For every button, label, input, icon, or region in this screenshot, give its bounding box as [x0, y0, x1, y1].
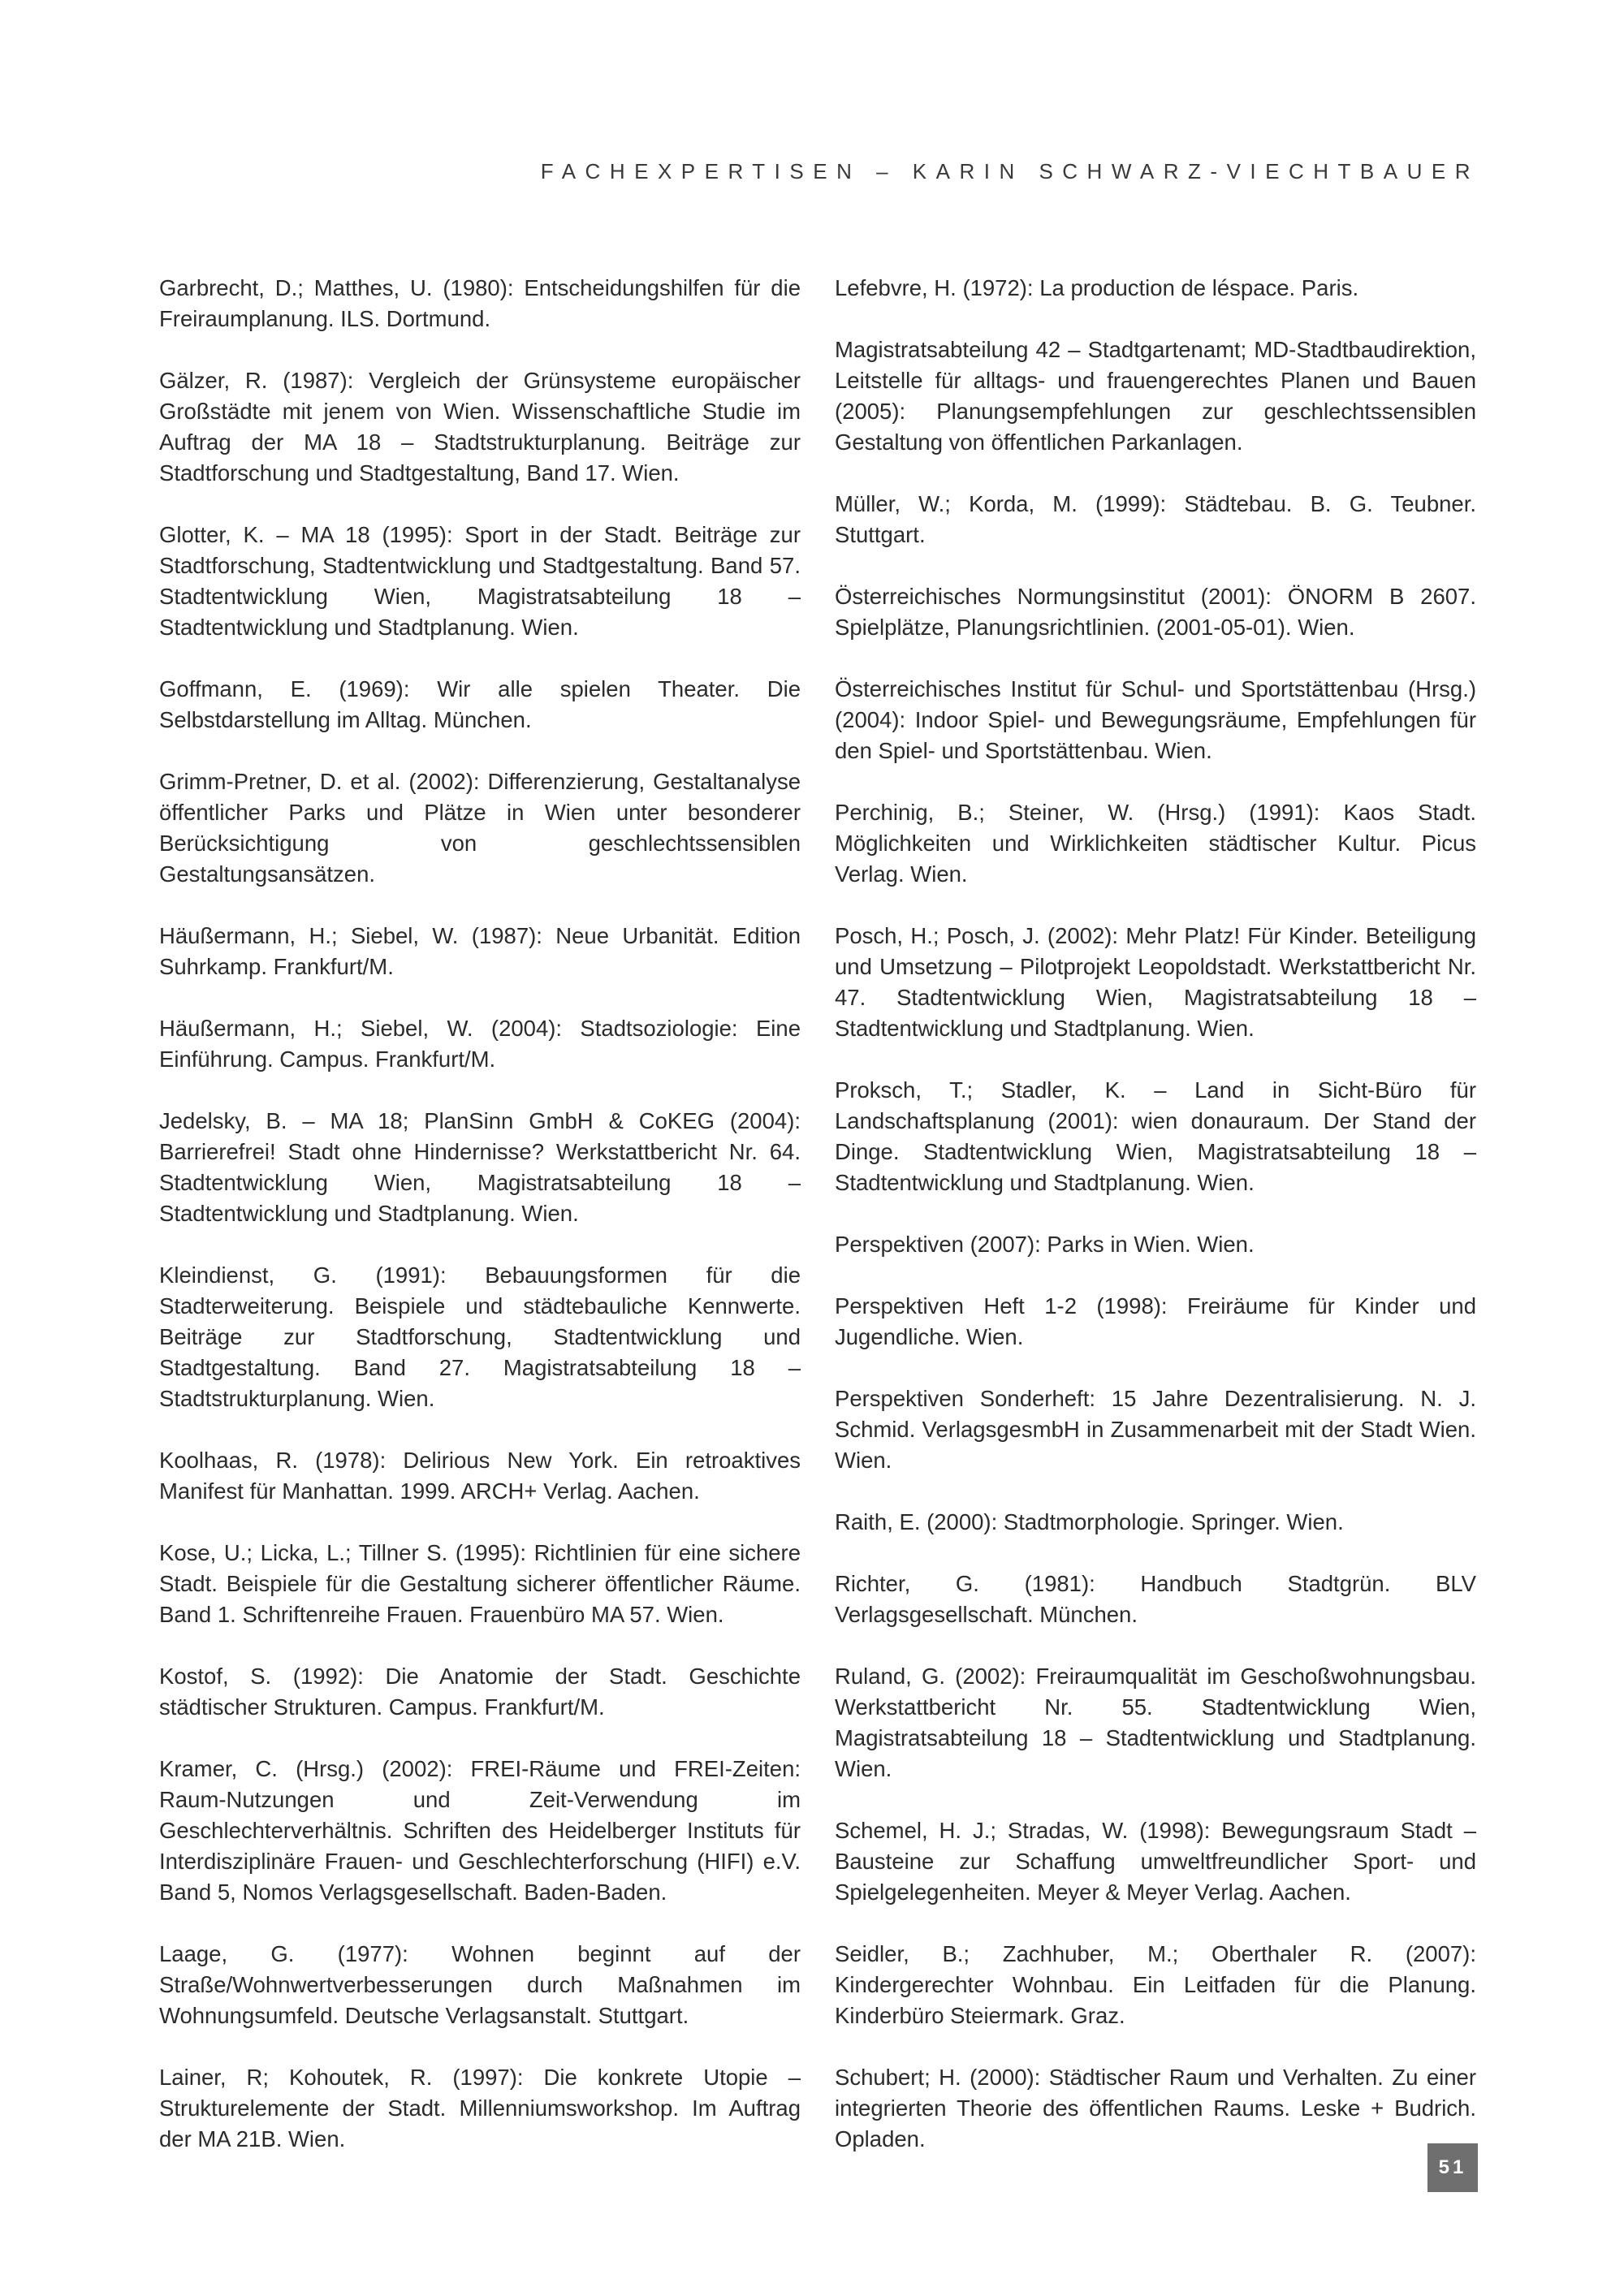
reference-entry: Koolhaas, R. (1978): Delirious New York. Ein retroaktives Manifest für Manhattan. 1999. ARCH+ Verlag. Aachen. — [159, 1448, 801, 1504]
reference-entry: Häußermann, H.; Siebel, W. (2004): Stadtsoziologie: Eine Einführung. Campus. Frankfurt/M. — [159, 1016, 801, 1072]
reference-entry: Seidler, B.; Zachhuber, M.; Oberthaler R. (2007): Kindergerechter Wohnbau. Ein Leitfaden für die Planung. Kinderbüro Steiermark. Graz. — [835, 1941, 1476, 2028]
reference-entry: Magistratsabteilung 42 – Stadtgartenamt; MD-Stadtbaudirektion, Leitstelle für alltags- und frauengerechtes Planen und Bauen (2005): Planungsempfehlungen zur geschlechtssensiblen Gestaltung von öffentlichen Parkanlagen. — [835, 337, 1476, 455]
page-number-badge: 51 — [1427, 2143, 1478, 2192]
reference-entry: Proksch, T.; Stadler, K. – Land in Sicht-Büro für Landschaftsplanung (2001): wien donauraum. Der Stand der Dinge. Stadtentwicklung Wien, Magistratsabteilung 18 – Stadtentwicklung und Stadtplanung. Wien. — [835, 1077, 1476, 1195]
reference-entry: Kleindienst, G. (1991): Bebauungsformen für die Stadterweiterung. Beispiele und städtebauliche Kennwerte. Beiträge zur Stadtforschung, Stadtentwicklung und Stadtgestaltung. Band 27. Magistratsabteilung 18 – Stadtstrukturplanung. Wien. — [159, 1262, 801, 1411]
reference-entry: Schubert; H. (2000): Städtischer Raum und Verhalten. Zu einer integrierten Theorie des öffentlichen Raums. Leske + Budrich. Opladen. — [835, 2065, 1476, 2151]
reference-entry: Perspektiven (2007): Parks in Wien. Wien. — [835, 1232, 1255, 1257]
reference-entry: Österreichisches Normungsinstitut (2001): ÖNORM B 2607. Spielplätze, Planungsrichtlinien. (2001-05-01). Wien. — [835, 584, 1476, 640]
reference-entry: Raith, E. (2000): Stadtmorphologie. Springer. Wien. — [835, 1509, 1344, 1534]
bibliography-left-column — [159, 273, 801, 2186]
reference-entry: Häußermann, H.; Siebel, W. (1987): Neue Urbanität. Edition Suhrkamp. Frankfurt/M. — [159, 923, 801, 979]
reference-entry: Kramer, C. (Hrsg.) (2002): FREI-Räume und FREI-Zeiten: Raum-Nutzungen und Zeit-Verwendung im Geschlechterverhältnis. Schriften des Heidelberger Instituts für Interdisziplinäre Frauen- und Geschlechterforschung (HIFI) e.V. Band 5, Nomos Verlagsgesellschaft. Baden-Baden. — [159, 1756, 801, 1905]
reference-entry: Kose, U.; Licka, L.; Tillner S. (1995): Richtlinien für eine sichere Stadt. Beispiele für die Gestaltung sicherer öffentlicher Räume. Band 1. Schriftenreihe Frauen. Frauenbüro MA 57. Wien. — [159, 1540, 801, 1627]
reference-entry: Goffmann, E. (1969): Wir alle spielen Theater. Die Selbstdarstellung im Alltag. München. — [159, 676, 801, 732]
reference-entry: Laage, G. (1977): Wohnen beginnt auf der Straße/Wohnwertverbesserungen durch Maßnahmen im Wohnungsumfeld. Deutsche Verlagsanstalt. Stuttgart. — [159, 1941, 801, 2028]
reference-entry: Lefebvre, H. (1972): La production de léspace. Paris. — [835, 275, 1359, 300]
reference-entry: Glotter, K. – MA 18 (1995): Sport in der Stadt. Beiträge zur Stadtforschung, Stadtentwicklung und Stadtgestaltung. Band 57. Stadtentwicklung Wien, Magistratsabteilung 18 – Stadtentwicklung und Stadtplanung. Wien. — [159, 522, 801, 640]
reference-entry: Grimm-Pretner, D. et al. (2002): Differenzierung, Gestaltanalyse öffentlicher Parks und Plätze in Wien unter besonderer Berücksichtigung von geschlechtssensiblen Gestaltungsansätzen. — [159, 769, 801, 887]
reference-entry: Perspektiven Sonderheft: 15 Jahre Dezentralisierung. N. J. Schmid. VerlagsgesmbH in Zusammenarbeit mit der Stadt Wien. Wien. — [835, 1386, 1476, 1473]
running-header: FACHEXPERTISEN – KARIN SCHWARZ-VIECHTBAUER — [540, 159, 1479, 183]
reference-entry: Posch, H.; Posch, J. (2002): Mehr Platz! Für Kinder. Beteiligung und Umsetzung – Pilotprojekt Leopoldstadt. Werkstattbericht Nr. 47. Stadtentwicklung Wien, Magistratsabteilung 18 – Stadtentwicklung und Stadtplanung. Wien. — [835, 923, 1476, 1041]
reference-entry: Lainer, R; Kohoutek, R. (1997): Die konkrete Utopie – Strukturelemente der Stadt. Millenniumsworkshop. Im Auftrag der MA 21B. Wien. — [159, 2065, 801, 2151]
reference-entry: Garbrecht, D.; Matthes, U. (1980): Entscheidungshilfen für die Freiraumplanung. ILS. Dortmund. — [159, 275, 801, 331]
reference-entry: Richter, G. (1981): Handbuch Stadtgrün. BLV Verlagsgesellschaft. München. — [835, 1571, 1476, 1627]
reference-entry: Österreichisches Institut für Schul- und Sportstättenbau (Hrsg.) (2004): Indoor Spiel- und Bewegungsräume, Empfehlungen für den Spiel- und Sportstättenbau. Wien. — [835, 676, 1476, 763]
reference-entry: Müller, W.; Korda, M. (1999): Städtebau. B. G. Teubner. Stuttgart. — [835, 491, 1476, 547]
reference-entry: Perchinig, B.; Steiner, W. (Hrsg.) (1991): Kaos Stadt. Möglichkeiten und Wirklichkeiten städtischer Kultur. Picus Verlag. Wien. — [835, 800, 1476, 887]
reference-entry: Perspektiven Heft 1-2 (1998): Freiräume für Kinder und Jugendliche. Wien. — [835, 1293, 1476, 1349]
reference-entry: Jedelsky, B. – MA 18; PlanSinn GmbH & CoKEG (2004): Barrierefrei! Stadt ohne Hindernisse? Werkstattbericht Nr. 64. Stadtentwicklung Wien, Magistratsabteilung 18 – Stadtentwicklung und Stadtplanung. Wien. — [159, 1108, 801, 1226]
reference-entry: Gälzer, R. (1987): Vergleich der Grünsysteme europäischer Großstädte mit jenem von Wien. Wissenschaftliche Studie im Auftrag der MA 18 – Stadtstrukturplanung. Beiträge zur Stadtforschung und Stadtgestaltung, Band 17. Wien. — [159, 368, 801, 486]
reference-entry: Ruland, G. (2002): Freiraumqualität im Geschoßwohnungsbau. Werkstattbericht Nr. 55. Stadtentwicklung Wien, Magistratsabteilung 18 – Stadtentwicklung und Stadtplanung. Wien. — [835, 1664, 1476, 1781]
reference-entry: Schemel, H. J.; Stradas, W. (1998): Bewegungsraum Stadt – Bausteine zur Schaffung umweltfreundlicher Sport- und Spielgelegenheiten. Meyer & Meyer Verlag. Aachen. — [835, 1818, 1476, 1905]
bibliography-right-column — [835, 273, 1476, 2186]
reference-entry: Kostof, S. (1992): Die Anatomie der Stadt. Geschichte städtischer Strukturen. Campus. Frankfurt/M. — [159, 1664, 801, 1720]
